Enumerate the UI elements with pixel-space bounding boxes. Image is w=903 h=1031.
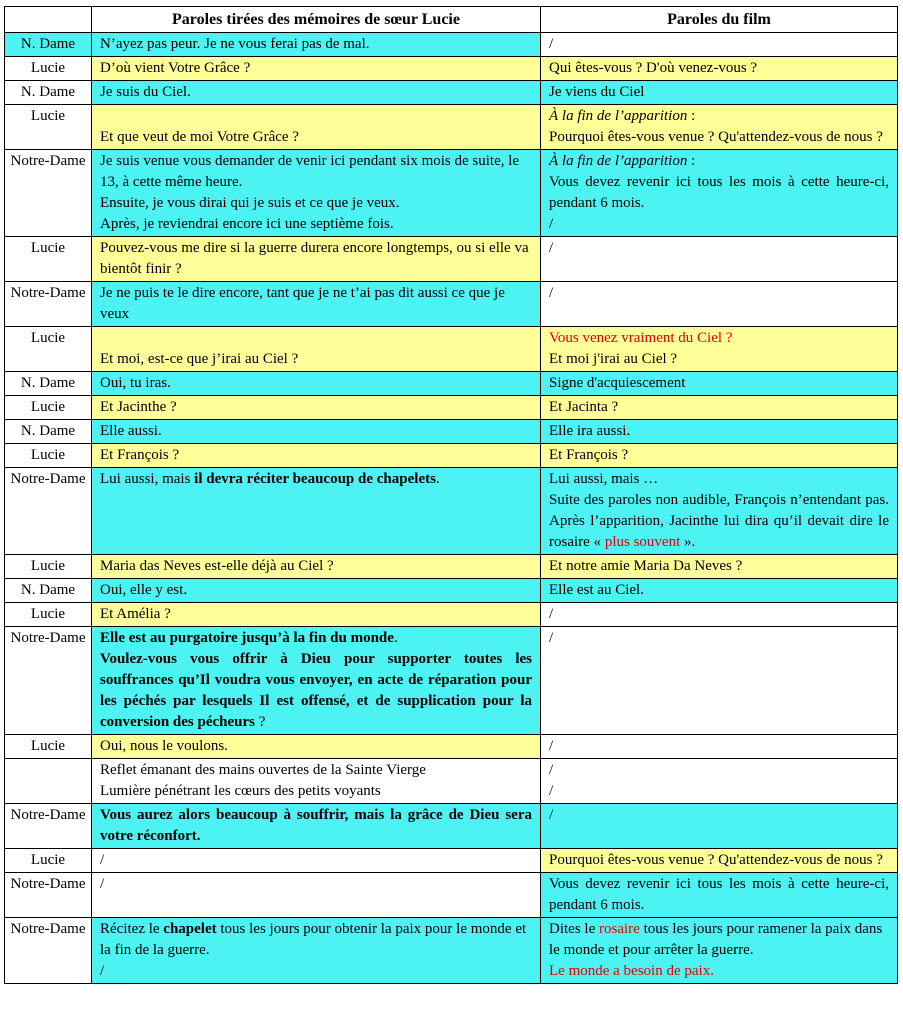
speaker-cell: N. Dame [5, 420, 92, 444]
speaker-cell: Lucie [5, 603, 92, 627]
film-cell [541, 759, 898, 804]
memoire-cell: Et Jacinthe ? [92, 396, 541, 420]
table-row [5, 396, 898, 420]
film-text: Dites le [549, 921, 599, 937]
film-extra: / [549, 216, 554, 232]
film-note: À la fin de l’apparition [549, 108, 688, 124]
film-cell [541, 918, 898, 984]
film-cell: Elle ira aussi. [541, 420, 898, 444]
speaker-cell [5, 759, 92, 804]
memoire-cell: Et Amélia ? [92, 603, 541, 627]
table-row [5, 105, 898, 150]
memoire-line: Je suis venue vous demander de venir ici pendant six mois de suite, le 13, à cette même heure. [100, 153, 520, 190]
memoire-cell: D’où vient Votre Grâce ? [92, 57, 541, 81]
film-cell: Et Jacinta ? [541, 396, 898, 420]
speaker-cell: Notre-Dame [5, 150, 92, 237]
table-row [5, 735, 898, 759]
table-header-row [5, 7, 898, 33]
speaker-cell: Lucie [5, 237, 92, 282]
table-row [5, 603, 898, 627]
film-cell [541, 327, 898, 372]
table-row [5, 627, 898, 735]
speaker-cell: Lucie [5, 105, 92, 150]
table-row [5, 444, 898, 468]
film-line: / [549, 762, 554, 778]
speaker-cell: N. Dame [5, 372, 92, 396]
memoire-punct: . [393, 630, 398, 646]
memoire-cell: Elle aussi. [92, 420, 541, 444]
memoire-cell: Pouvez-vous me dire si la guerre durera encore longtemps, ou si elle va bientôt finir ? [92, 237, 541, 282]
speaker-cell: Lucie [5, 396, 92, 420]
film-text-end: ». [680, 534, 696, 550]
memoire-cell: Et moi, est-ce que j’irai au Ciel ? [92, 327, 541, 372]
film-note-colon: : [687, 108, 696, 124]
film-cell: / [541, 627, 898, 735]
memoire-cell [92, 918, 541, 984]
memoire-bold-text: il devra réciter beaucoup de chapelets [194, 471, 436, 487]
memoire-cell: / [92, 873, 541, 918]
table-row [5, 57, 898, 81]
film-text: Vous devez revenir ici tous les mois à cette heure-ci, pendant 6 mois. [549, 174, 889, 211]
film-cell: / [541, 237, 898, 282]
speaker-cell: N. Dame [5, 81, 92, 105]
memoire-cell: / [92, 849, 541, 873]
memoire-bold-text: chapelet [163, 921, 217, 937]
memoire-bold-text-2: Voulez-vous vous offrir à Dieu pour supporter toutes les souffrances qu’Il voudra vous envoyer, en acte de réparation pour les péchés par lesquels Il est offensé, et de supplication pour la conversion des pécheurs [100, 651, 532, 730]
film-cell: Je viens du Ciel [541, 81, 898, 105]
film-cell: Et François ? [541, 444, 898, 468]
film-cell: Elle est au Ciel. [541, 579, 898, 603]
table-row [5, 468, 898, 555]
memoire-extra: / [100, 963, 105, 979]
film-red-line: Le monde a besoin de paix. [549, 963, 714, 979]
table-row [5, 579, 898, 603]
film-cell: Pourquoi êtes-vous venue ? Qu'attendez-vous de nous ? [541, 849, 898, 873]
memoire-cell: Oui, nous le voulons. [92, 735, 541, 759]
film-cell: / [541, 603, 898, 627]
table-row [5, 33, 898, 57]
speaker-cell: N. Dame [5, 579, 92, 603]
film-cell: Vous devez revenir ici tous les mois à cette heure-ci, pendant 6 mois. [541, 873, 898, 918]
speaker-cell: Lucie [5, 327, 92, 372]
memoire-cell [92, 468, 541, 555]
table-row [5, 81, 898, 105]
speaker-cell: Notre-Dame [5, 804, 92, 849]
memoire-cell [92, 150, 541, 237]
film-red-text: plus souvent [604, 534, 681, 550]
film-cell: / [541, 33, 898, 57]
film-cell: / [541, 804, 898, 849]
memoire-text-end: . [435, 471, 440, 487]
table-row [5, 420, 898, 444]
film-text-end: tous les jours pour ramener la paix dans le monde et pour arrêter la guerre. [549, 921, 883, 958]
table-row [5, 918, 898, 984]
memoire-line: Lumière pénétrant les cœurs des petits voyants [100, 783, 381, 799]
table-row [5, 237, 898, 282]
speaker-cell: Lucie [5, 57, 92, 81]
memoire-cell: Vous aurez alors beaucoup à souffrir, mais la grâce de Dieu sera votre réconfort. [92, 804, 541, 849]
speaker-cell: Lucie [5, 849, 92, 873]
film-text: Et moi j'irai au Ciel ? [549, 351, 678, 367]
film-red-text: Vous venez vraiment du Ciel ? [549, 330, 733, 346]
table-row [5, 555, 898, 579]
table-row [5, 327, 898, 372]
memoire-line: Après, je reviendrai encore ici une septième fois. [100, 216, 394, 232]
memoire-cell: N’ayez pas peur. Je ne vous ferai pas de mal. [92, 33, 541, 57]
film-cell: Qui êtes-vous ? D'où venez-vous ? [541, 57, 898, 81]
comparison-table [4, 6, 898, 984]
header-speaker [5, 7, 92, 33]
memoire-bold-text: Elle est au purgatoire jusqu’à la fin du monde [100, 630, 394, 646]
film-text: Pourquoi êtes-vous venue ? Qu'attendez-vous de nous ? [549, 129, 883, 145]
memoire-cell: Oui, elle y est. [92, 579, 541, 603]
table-row [5, 849, 898, 873]
film-cell [541, 150, 898, 237]
memoire-cell: Et que veut de moi Votre Grâce ? [92, 105, 541, 150]
speaker-cell: Notre-Dame [5, 627, 92, 735]
table-row [5, 759, 898, 804]
table-row [5, 873, 898, 918]
memoire-text: Lui aussi, mais [100, 471, 195, 487]
memoire-punct-2: ? [255, 714, 266, 730]
memoire-line: Reflet émanant des mains ouvertes de la Sainte Vierge [100, 762, 426, 778]
film-cell: / [541, 735, 898, 759]
film-line: / [549, 783, 554, 799]
memoire-cell: Je ne puis te le dire encore, tant que je ne t’ai pas dit aussi ce que je veux [92, 282, 541, 327]
table-row [5, 150, 898, 237]
memoire-text-end: tous les jours pour obtenir la paix pour le monde et la fin de la guerre. [100, 921, 527, 958]
memoire-cell: Et François ? [92, 444, 541, 468]
memoire-cell [92, 627, 541, 735]
table-row [5, 804, 898, 849]
speaker-cell: Lucie [5, 444, 92, 468]
memoire-cell [92, 759, 541, 804]
memoire-text: Récitez le [100, 921, 164, 937]
film-cell: Et notre amie Maria Da Neves ? [541, 555, 898, 579]
film-text-2: Suite des paroles non audible, François n’entendant pas. Après l’apparition, Jacinthe lui dira qu’il devait dire le rosaire « [549, 492, 889, 550]
header-memoires: Paroles tirées des mémoires de sœur Lucie [92, 7, 541, 33]
memoire-cell: Oui, tu iras. [92, 372, 541, 396]
memoire-cell: Je suis du Ciel. [92, 81, 541, 105]
film-note: À la fin de l’apparition [549, 153, 688, 169]
speaker-cell: Notre-Dame [5, 282, 92, 327]
film-cell: / [541, 282, 898, 327]
memoire-line: Ensuite, je vous dirai qui je suis et ce que je veux. [100, 195, 400, 211]
film-cell [541, 468, 898, 555]
table-row [5, 282, 898, 327]
memoire-cell: Maria das Neves est-elle déjà au Ciel ? [92, 555, 541, 579]
speaker-cell: Notre-Dame [5, 873, 92, 918]
film-red-text: rosaire [599, 921, 640, 937]
speaker-cell: N. Dame [5, 33, 92, 57]
speaker-cell: Notre-Dame [5, 468, 92, 555]
film-cell: Signe d'acquiescement [541, 372, 898, 396]
speaker-cell: Notre-Dame [5, 918, 92, 984]
table-row [5, 372, 898, 396]
film-note-colon: : [687, 153, 696, 169]
header-film: Paroles du film [541, 7, 898, 33]
speaker-cell: Lucie [5, 735, 92, 759]
film-text: Lui aussi, mais … [549, 471, 659, 487]
film-cell [541, 105, 898, 150]
speaker-cell: Lucie [5, 555, 92, 579]
